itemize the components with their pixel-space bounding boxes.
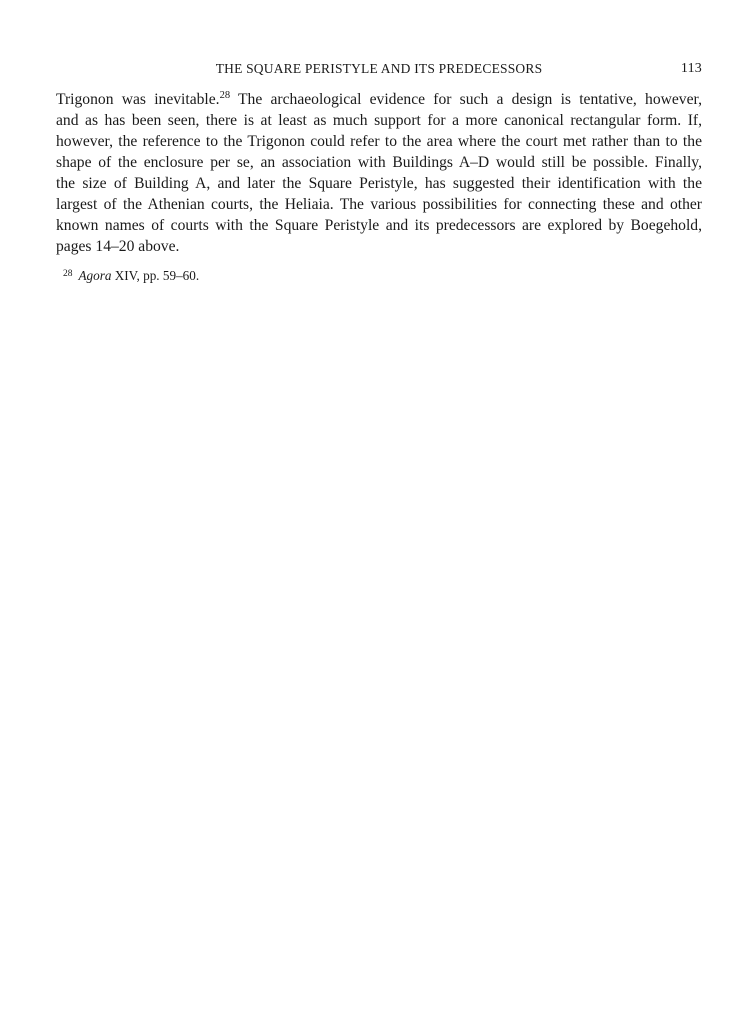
body-line xyxy=(56,89,702,110)
body-line: pages 14–20 above. xyxy=(56,238,180,255)
footnote-number: 28 xyxy=(63,269,73,279)
body-line: however, the reference to the Trigonon could refer to the area where the court met rather than to the xyxy=(56,133,702,150)
body-line-text: Trigonon was inevitable. xyxy=(56,91,220,108)
footnote-italic: Agora xyxy=(78,268,112,283)
footnote-ref: 28 xyxy=(219,90,231,101)
page xyxy=(56,60,702,285)
running-title: THE SQUARE PERISTYLE AND ITS PREDECESSORS xyxy=(215,61,543,76)
running-head xyxy=(56,60,702,80)
body-line: known names of courts with the Square Peristyle and its predecessors are explored by Boegehold, xyxy=(56,217,702,234)
body-paragraph xyxy=(56,89,702,257)
body-line-text: The archaeological evidence for such a design is tentative, however, xyxy=(238,91,702,108)
body-line: largest of the Athenian courts, the Heliaia. The various possibilities for connecting these and other xyxy=(56,196,702,213)
body-line: shape of the enclosure per se, an association with Buildings A–D would still be possible. Finally, xyxy=(56,154,702,171)
body-line: the size of Building A, and later the Square Peristyle, has suggested their identification with the xyxy=(56,175,702,192)
footnote-text: XIV, pp. 59–60. xyxy=(111,268,200,283)
page-number: 113 xyxy=(680,61,702,76)
body-line: and as has been seen, there is at least as much support for a more canonical rectangular form. If, xyxy=(56,112,702,129)
footnote xyxy=(56,267,702,285)
